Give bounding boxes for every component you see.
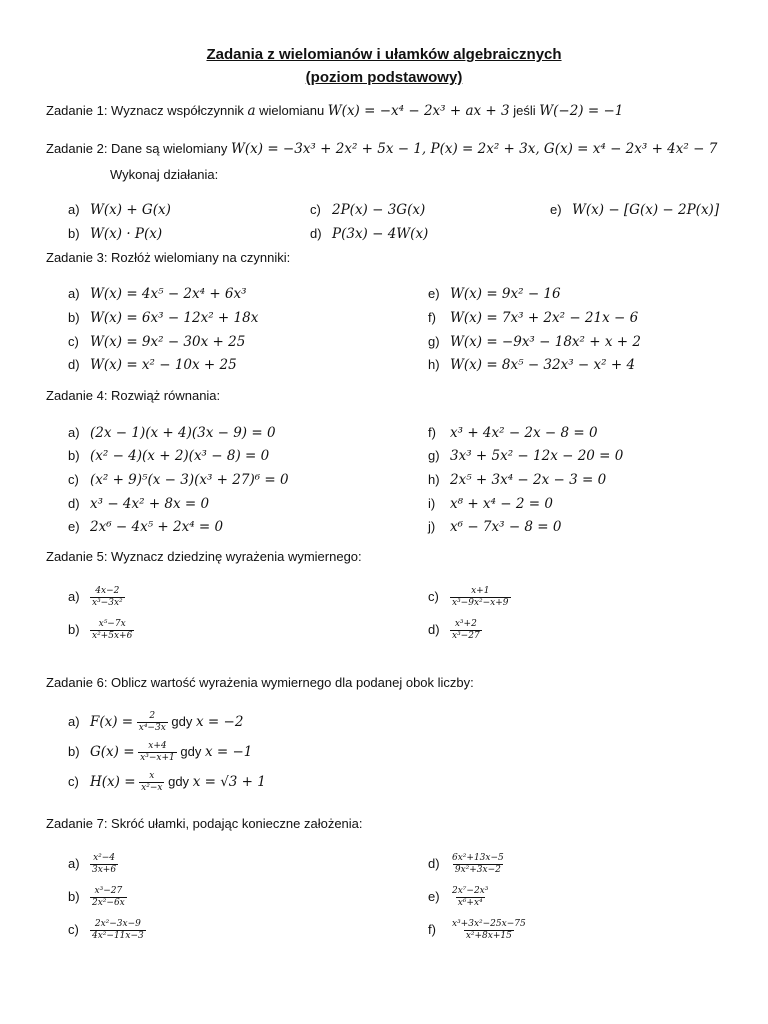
item-expr: W(x) + G(x) xyxy=(90,202,171,218)
item-label: c) xyxy=(68,921,79,937)
denominator: 2x²−6x xyxy=(92,898,125,908)
task-4-item-d xyxy=(68,496,209,512)
item-expr: W(x) · P(x) xyxy=(90,226,163,242)
item-expr: W(x) = 7x³ + 2x² − 21x − 6 xyxy=(450,310,639,326)
task-5-heading: Zadanie 5: Wyznacz dziedzinę wyrażenia wymiernego: xyxy=(46,549,362,564)
fraction xyxy=(90,853,118,876)
task-2-item-c xyxy=(310,202,425,218)
task-4-item-b xyxy=(68,448,269,464)
task-1-mid: wielomianu xyxy=(255,103,328,118)
item-label: b) xyxy=(68,448,80,463)
item-label: b) xyxy=(68,888,80,904)
numerator: 2 xyxy=(149,711,156,721)
task-2-item-e xyxy=(550,202,719,218)
item-label: d) xyxy=(428,855,440,871)
task-2-item-a xyxy=(68,202,171,218)
task-4-item-h xyxy=(428,472,606,488)
numerator: 2x²−3x−9 xyxy=(94,919,141,929)
item-expr: x⁸ + x⁴ − 2 = 0 xyxy=(450,496,553,512)
item-label: i) xyxy=(428,496,436,511)
item-label: a) xyxy=(68,588,80,604)
item-label: c) xyxy=(310,202,321,217)
item-label: a) xyxy=(68,286,80,301)
task-2-instruction: Wykonaj działania: xyxy=(110,167,219,182)
task-3-item-d xyxy=(68,357,237,373)
numerator: 2x⁷−2x³ xyxy=(452,886,489,896)
item-label: h) xyxy=(428,357,440,372)
document-subtitle: (poziom podstawowy) xyxy=(305,69,463,86)
item-label: d) xyxy=(68,496,80,511)
item-label: b) xyxy=(68,743,80,759)
task-4-item-e xyxy=(68,519,223,535)
numerator: x⁵−7x xyxy=(98,619,126,629)
item-label: a) xyxy=(68,425,80,440)
task-7-heading: Zadanie 7: Skróć ułamki, podając konieczne założenia: xyxy=(46,816,363,831)
fraction xyxy=(139,771,164,794)
item-label: c) xyxy=(68,334,79,349)
item-lhs: G(x) = xyxy=(90,743,135,760)
item-cond: x = √3 + 1 xyxy=(192,773,266,790)
numerator: x+4 xyxy=(148,741,167,751)
fraction xyxy=(90,619,134,642)
fraction xyxy=(90,919,146,942)
fraction xyxy=(450,586,511,609)
fraction xyxy=(450,886,490,909)
fraction xyxy=(450,919,528,942)
denominator: x⁴−3x xyxy=(138,723,166,733)
item-expr: x⁶ − 7x³ − 8 = 0 xyxy=(450,519,562,535)
denominator: x³−x+1 xyxy=(140,753,175,763)
task-2 xyxy=(46,141,717,157)
item-label: h) xyxy=(428,472,440,487)
item-label: e) xyxy=(428,286,440,301)
item-cond: x = −2 xyxy=(196,713,244,730)
numerator: x+1 xyxy=(471,586,490,596)
task-1-cond: W(−2) = −1 xyxy=(539,103,624,119)
task-5-item-a xyxy=(68,586,125,609)
item-expr: x³ − 4x² + 8x = 0 xyxy=(90,496,210,512)
item-expr: W(x) = 9x² − 30x + 25 xyxy=(90,334,246,350)
fraction xyxy=(450,619,482,642)
item-expr: W(x) = 6x³ − 12x² + 18x xyxy=(90,310,259,326)
task-7-item-c xyxy=(68,919,146,942)
task-6-item-a xyxy=(68,711,243,734)
denominator: 9x²+3x−2 xyxy=(454,865,501,875)
task-7-item-f xyxy=(428,919,528,942)
task-1-var: a xyxy=(247,103,256,119)
item-expr: 2x⁵ + 3x⁴ − 2x − 3 = 0 xyxy=(450,472,607,488)
item-label: d) xyxy=(428,621,440,637)
task-1-expr: W(x) = −x⁴ − 2x³ + ax + 3 xyxy=(327,103,510,119)
item-label: a) xyxy=(68,713,80,729)
numerator: x³+2 xyxy=(454,619,477,629)
denominator: x²+8x+15 xyxy=(465,931,512,941)
task-3-item-f xyxy=(428,310,638,326)
item-expr: W(x) = −9x³ − 18x² + x + 2 xyxy=(450,334,641,350)
item-expr: W(x) = x² − 10x + 25 xyxy=(90,357,237,373)
task-7-item-b xyxy=(68,886,127,909)
task-3-item-h xyxy=(428,357,635,373)
task-6-item-c xyxy=(68,771,266,794)
task-5-item-d xyxy=(428,619,482,642)
item-expr: 3x³ + 5x² − 12x − 20 = 0 xyxy=(450,448,624,464)
task-5-item-b xyxy=(68,619,134,642)
item-expr: 2P(x) − 3G(x) xyxy=(332,202,426,218)
fraction xyxy=(90,886,127,909)
task-3-item-b xyxy=(68,310,258,326)
item-expr: W(x) = 4x⁵ − 2x⁴ + 6x³ xyxy=(90,286,247,302)
item-label: c) xyxy=(428,588,439,604)
task-4-item-a xyxy=(68,425,276,441)
numerator: x xyxy=(149,771,155,781)
item-label: d) xyxy=(310,226,322,241)
denominator: x³−27 xyxy=(452,631,480,641)
item-expr: P(3x) − 4W(x) xyxy=(332,226,429,242)
task-3-item-a xyxy=(68,286,247,302)
task-4-heading: Zadanie 4: Rozwiąż równania: xyxy=(46,388,221,403)
item-label: c) xyxy=(68,472,79,487)
fraction xyxy=(450,853,506,876)
item-expr: (x² + 9)⁵(x − 3)(x³ + 27)⁶ = 0 xyxy=(90,472,289,488)
task-6-heading: Zadanie 6: Oblicz wartość wyrażenia wymiernego dla podanej obok liczby: xyxy=(46,675,474,690)
item-label: a) xyxy=(68,855,80,871)
item-label: f) xyxy=(428,921,436,937)
numerator: 4x−2 xyxy=(95,586,120,596)
task-6-item-b xyxy=(68,741,252,764)
task-7-item-d xyxy=(428,853,506,876)
numerator: 6x²+13x−5 xyxy=(452,853,504,863)
item-label: d) xyxy=(68,357,80,372)
item-label: b) xyxy=(68,621,80,637)
denominator: x²−x xyxy=(141,783,163,793)
item-cond: x = −1 xyxy=(204,743,253,760)
item-label: g) xyxy=(428,448,440,463)
item-label: f) xyxy=(428,425,436,440)
item-label: c) xyxy=(68,773,79,789)
item-expr: W(x) = 8x⁵ − 32x³ − x² + 4 xyxy=(450,357,636,373)
fraction xyxy=(138,741,177,764)
item-expr: W(x) − [G(x) − 2P(x)] xyxy=(572,202,720,218)
task-7-item-e xyxy=(428,886,490,909)
item-label: a) xyxy=(68,202,80,217)
denominator: x²+5x+6 xyxy=(92,631,133,641)
task-1-cond-word: jeśli xyxy=(509,103,540,118)
item-label: g) xyxy=(428,334,440,349)
task-4-item-c xyxy=(68,472,289,488)
task-2-prefix: Zadanie 2: Dane są wielomiany xyxy=(46,141,231,156)
task-1 xyxy=(46,103,623,119)
task-7-item-a xyxy=(68,853,118,876)
task-4-item-f xyxy=(428,425,598,441)
gdy-word: gdy xyxy=(171,713,193,729)
item-lhs: F(x) = xyxy=(90,713,134,730)
item-expr: 2x⁶ − 4x⁵ + 2x⁴ = 0 xyxy=(90,519,224,535)
item-lhs: H(x) = xyxy=(90,773,136,790)
item-expr: x³ + 4x² − 2x − 8 = 0 xyxy=(450,425,598,441)
numerator: x³−27 xyxy=(94,886,123,896)
denominator: 3x+6 xyxy=(92,865,117,875)
task-4-item-g xyxy=(428,448,623,464)
item-expr: (2x − 1)(x + 4)(3x − 9) = 0 xyxy=(90,425,276,441)
fraction xyxy=(90,586,125,609)
task-2-expr: W(x) = −3x³ + 2x² + 5x − 1, P(x) = 2x² + 3x, G(x) = x⁴ − 2x³ + 4x² − 7 xyxy=(231,141,718,157)
numerator: x²−4 xyxy=(93,853,116,863)
task-3-item-c xyxy=(68,334,245,350)
task-2-item-b xyxy=(68,226,162,242)
item-expr: W(x) = 9x² − 16 xyxy=(450,286,561,302)
item-label: f) xyxy=(428,310,436,325)
fraction xyxy=(137,711,168,734)
item-label: j) xyxy=(428,519,436,534)
denominator: x³−9x²−x+9 xyxy=(452,598,509,608)
item-expr: (x² − 4)(x + 2)(x³ − 8) = 0 xyxy=(90,448,270,464)
gdy-word: gdy xyxy=(168,773,190,789)
task-4-item-i xyxy=(428,496,553,512)
task-2-item-d xyxy=(310,226,428,242)
denominator: x³−3x² xyxy=(92,598,123,608)
gdy-word: gdy xyxy=(180,743,202,759)
numerator: x³+3x²−25x−75 xyxy=(452,919,526,929)
item-label: b) xyxy=(68,310,80,325)
item-label: e) xyxy=(428,888,440,904)
document-title: Zadania z wielomianów i ułamków algebraicznych xyxy=(206,46,562,63)
task-3-item-e xyxy=(428,286,561,302)
item-label: e) xyxy=(550,202,562,217)
task-3-item-g xyxy=(428,334,641,350)
item-label: b) xyxy=(68,226,80,241)
task-5-item-c xyxy=(428,586,511,609)
item-label: e) xyxy=(68,519,80,534)
denominator: x⁶+x⁴ xyxy=(457,898,483,908)
task-1-prefix: Zadanie 1: Wyznacz współczynnik xyxy=(46,103,248,118)
task-3-heading: Zadanie 3: Rozłóż wielomiany na czynniki: xyxy=(46,250,291,265)
task-4-item-j xyxy=(428,519,562,535)
denominator: 4x²−11x−3 xyxy=(92,931,144,941)
